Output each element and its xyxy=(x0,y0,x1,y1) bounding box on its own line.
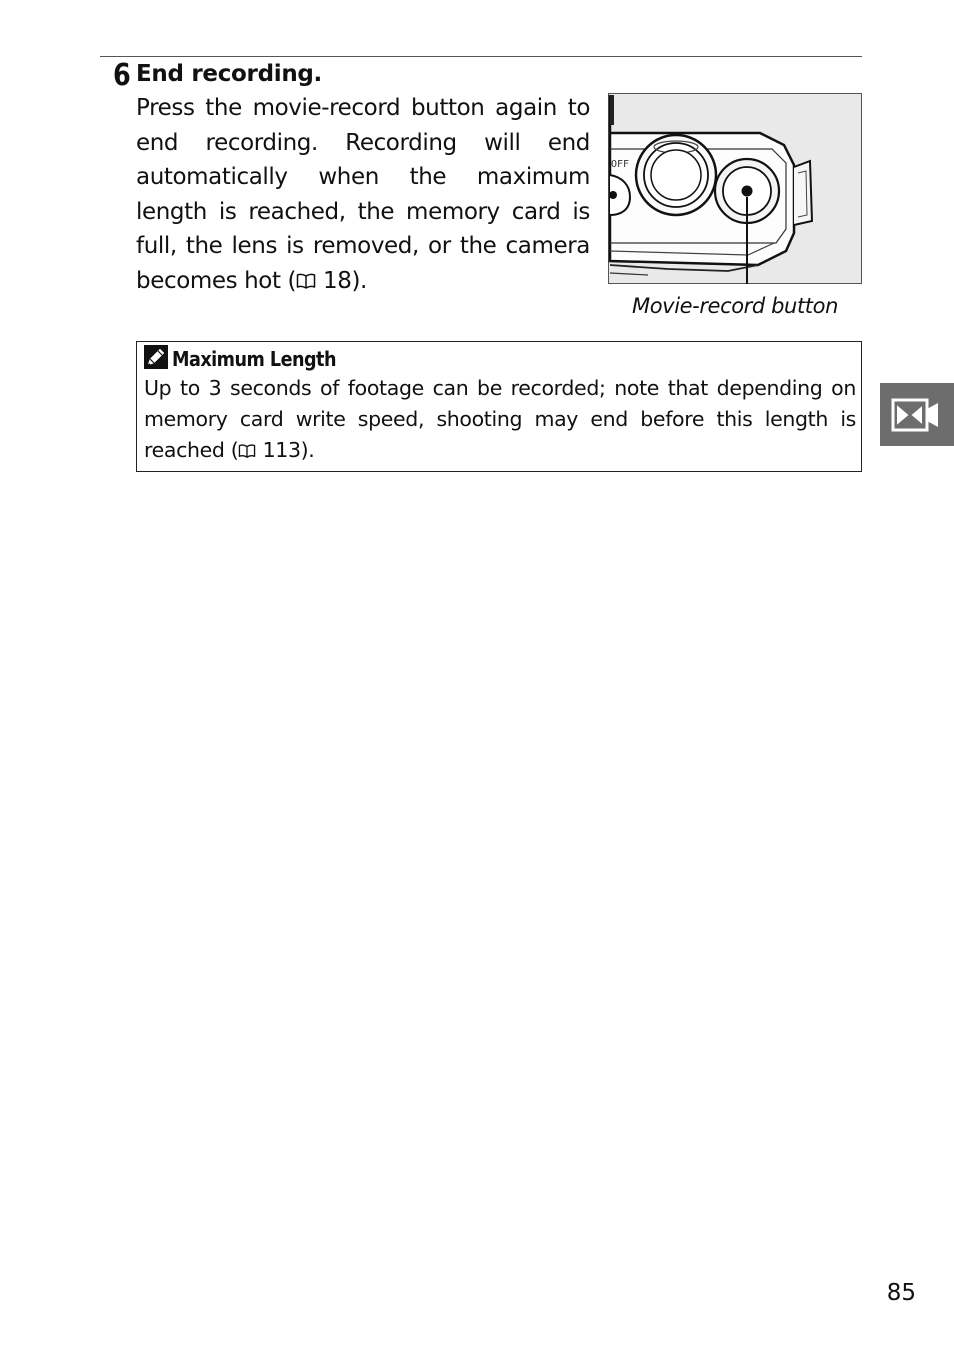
top-rule xyxy=(100,56,862,57)
note-title: Maximum Length xyxy=(172,347,336,371)
pencil-note-icon xyxy=(144,345,168,373)
camera-illustration xyxy=(608,93,862,284)
note-body-text: Up to 3 seconds of footage can be recorded; note that depending on memory card write speed, shooting may end before this length is reached ( xyxy=(144,376,856,462)
step-title: End recording. xyxy=(136,61,322,87)
page-number: 85 xyxy=(886,1280,916,1306)
step-body xyxy=(136,91,590,301)
power-switch-label: OFF xyxy=(611,159,630,170)
book-reference-icon xyxy=(238,437,256,468)
movie-camera-icon xyxy=(880,431,954,450)
note-box xyxy=(136,341,862,472)
book-reference-icon xyxy=(296,266,316,301)
section-tab[interactable] xyxy=(880,383,954,446)
step-body-text: Press the movie-record button again to end recording. Recording will end automatically when the maximum length is reached, the memory card is full, the lens is removed, or the camera becomes hot ( xyxy=(136,95,590,294)
note-body-ref: 113). xyxy=(256,438,315,462)
note-header xyxy=(144,345,358,373)
step-number: 6 xyxy=(113,58,131,93)
step-body-ref: 18). xyxy=(316,267,367,294)
note-body xyxy=(144,373,856,468)
figure-caption: Movie-record button xyxy=(632,294,838,318)
